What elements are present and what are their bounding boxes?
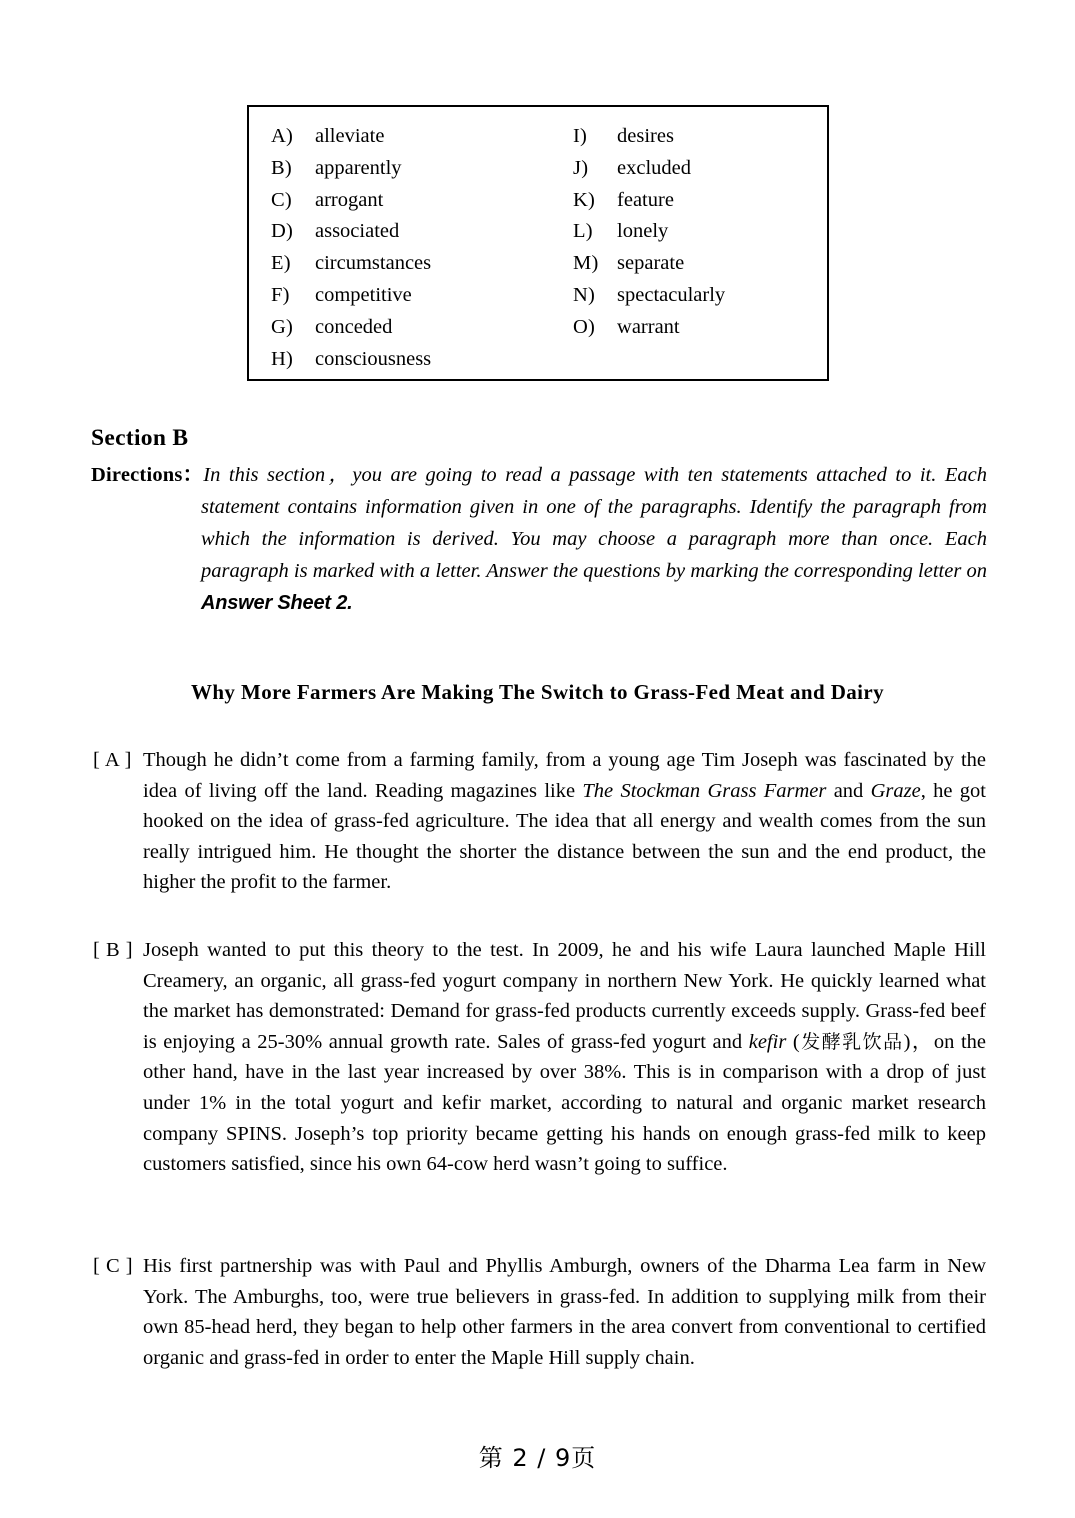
word-bank-letter: J) [573, 156, 589, 179]
word-bank-item [573, 248, 827, 280]
word-bank-letter: L) [573, 220, 593, 243]
word-bank-column-left [249, 121, 564, 375]
directions-text [201, 459, 987, 619]
paragraph-text-c [143, 1251, 986, 1373]
word-bank-item [573, 153, 827, 185]
paragraph-text-a [143, 745, 986, 898]
word-bank-letter: E) [271, 252, 291, 275]
word-bank-item [573, 185, 827, 217]
directions-label: Directions： [91, 464, 204, 486]
word-bank-item [271, 216, 564, 248]
word-bank-columns [249, 107, 827, 375]
passage-paragraph-b [93, 935, 986, 1180]
text-run: Joseph wanted to put this theory to the test. In 2009, he and his wife Laura launched Maple Hill Creamery, an organic, all grass-fed yogurt company in northern New York. He quickly learned what the market has demonstrated: Demand for grass-fed products currently exceeds supply. Grass-fed beef is enjoying a 25-30% annual growth rate. Sales of grass-fed yogurt and [143, 939, 986, 1053]
word-bank-word: alleviate [315, 125, 385, 147]
word-bank-word: separate [617, 252, 685, 275]
word-bank-item [271, 153, 564, 185]
word-bank-letter: F) [271, 283, 290, 306]
word-bank-item [271, 121, 564, 153]
word-bank-word: apparently [315, 156, 402, 179]
chinese-gloss: 发酵乳饮品 [799, 1030, 904, 1053]
word-bank-word: spectacularly [617, 283, 726, 306]
directions-body: In this section，you are going to read a passage with ten statements attached to it. Each statement contains information given in one of the paragraphs. Identify the paragraph from which the information is derived. You may choose a paragraph more than once. Each paragraph is marked with a letter. Answer the questions by marking the corresponding letter on [201, 464, 987, 582]
word-bank-letter: I) [573, 125, 588, 147]
word-bank-letter: H) [271, 347, 294, 370]
word-bank-word: arrogant [315, 188, 384, 211]
word-bank-letter: N) [573, 283, 596, 306]
text-run: ( [786, 1030, 800, 1053]
passage-paragraph-c [93, 1251, 986, 1373]
word-bank-item [573, 216, 827, 248]
paragraph-marker-c: [ C ] [93, 1255, 134, 1277]
passage-title: Why More Farmers Are Making The Switch to Grass-Fed Meat and Dairy [190, 680, 885, 704]
word-bank-column-right [564, 121, 827, 375]
word-bank-letter: A) [271, 125, 294, 147]
paragraph-text-b [143, 935, 986, 1180]
text-run: and [826, 779, 871, 802]
word-bank-item [271, 185, 564, 217]
directions-block [91, 459, 987, 619]
word-bank-word: conceded [315, 315, 393, 338]
text-run: , he got hooked on the idea of grass-fed agriculture. The idea that all energy and wealth comes from the sun really intrigued him. He thought the shorter the distance between the sun and the end product, the higher the profit to the farmer. [143, 779, 987, 894]
word-bank-word: competitive [315, 283, 412, 306]
word-bank-letter: D) [271, 220, 294, 243]
paragraph-marker-b: [ B ] [93, 939, 134, 961]
passage-paragraph-a [93, 745, 986, 898]
word-bank-item [573, 121, 827, 153]
word-bank-word: consciousness [315, 347, 432, 370]
word-bank-word: feature [617, 188, 674, 211]
emphasized-text: kefir [748, 1030, 787, 1053]
word-bank-word: lonely [617, 220, 669, 243]
word-bank-item [271, 344, 564, 376]
word-bank-item [271, 312, 564, 344]
word-bank-word: desires [617, 125, 674, 147]
word-bank-item [271, 280, 564, 312]
paragraph-marker-a: [ A ] [93, 749, 132, 771]
word-bank-letter: K) [573, 188, 596, 211]
word-bank-letter: M) [573, 252, 599, 275]
word-bank-item [573, 312, 827, 344]
word-bank-word: associated [315, 220, 400, 243]
section-heading: Section B [91, 425, 189, 451]
text-run: His first partnership was with Paul and Phyllis Amburgh, owners of the Dharma Lea farm in New York. The Amburghs, too, were true believers in grass-fed. In addition to supplying milk from their own 85-head herd, they began to help other farmers in the area convert from conventional to certified organic and grass-fed in order to enter the Maple Hill supply chain. [143, 1255, 986, 1369]
page-number-footer: 第 2 / 9页 [478, 1444, 597, 1472]
emphasized-text: Graze [870, 779, 921, 802]
word-bank-item [271, 248, 564, 280]
word-bank-letter: C) [271, 188, 292, 211]
word-bank-word: excluded [617, 156, 692, 179]
word-bank-letter: O) [573, 315, 596, 338]
word-bank-letter: B) [271, 156, 292, 179]
word-bank-item [573, 280, 827, 312]
text-run: )，on the other hand, have in the last year increased by over 38%. This is in comparison with a drop of just under 1% in the total yogurt and kefir market, according to natural and organic market research company SPINS. Joseph’s top priority became getting his hands on enough grass-fed milk to keep customers satisfied, since his own 64-cow herd wasn’t going to suffice. [143, 1030, 986, 1176]
emphasized-text: The Stockman Grass Farmer [582, 779, 827, 802]
word-bank-word: circumstances [315, 252, 432, 275]
word-bank-box [247, 105, 829, 381]
word-bank-letter: G) [271, 315, 294, 338]
word-bank-word: warrant [617, 315, 680, 338]
text-run: Though he didn’t come from a farming family, from a young age Tim Joseph was fascinated by the idea of living off the land. Reading magazines like [143, 749, 986, 802]
answer-sheet-reference: Answer Sheet 2. [201, 592, 353, 614]
